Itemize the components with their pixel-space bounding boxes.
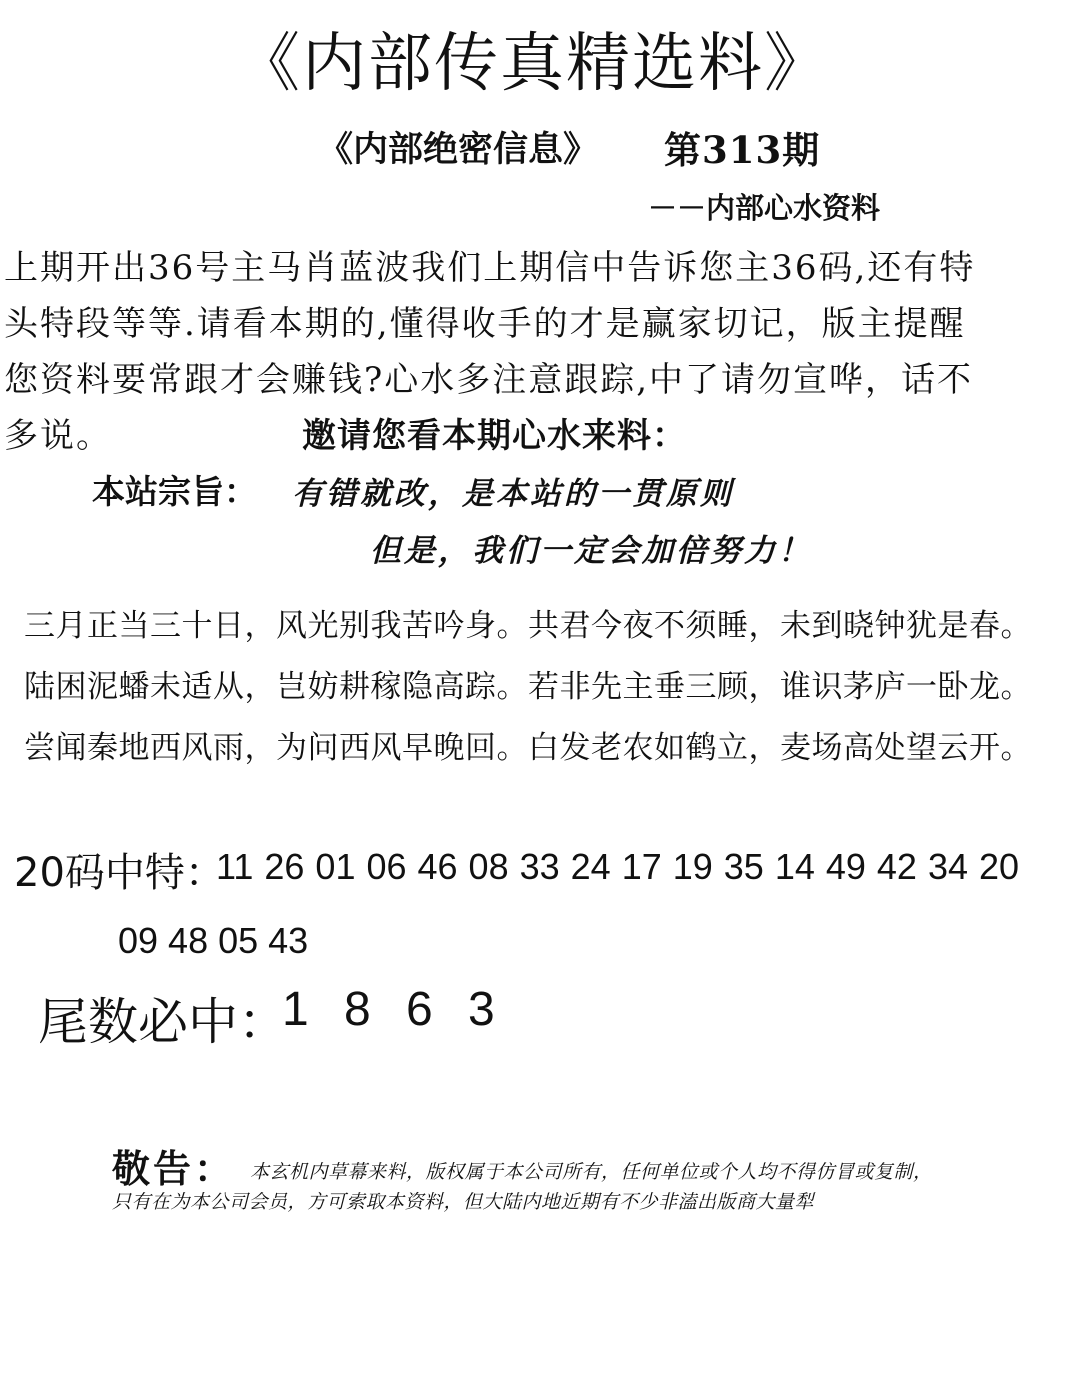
warning-label: 敬告：: [112, 1146, 236, 1191]
tail-digit: 1: [282, 983, 309, 1036]
source-label: －－内部心水资料: [648, 191, 881, 225]
poem-line-1: 三月正当三十日，风光别我苦吟身。共君今夜不须睡，未到晓钟犹是春。: [24, 608, 1032, 644]
tail-digits: [282, 982, 530, 1037]
poem-line-2: 陆困泥蟠未适从，岂妨耕稼隐高踪。若非先主垂三顾，谁识茅庐一卧龙。: [24, 669, 1032, 705]
issue-number: 第313期: [664, 128, 821, 172]
notice-line: 上期开出36号主马肖蓝波我们上期信中告诉您主36码,还有特: [4, 248, 976, 288]
notice-end-text: 多说。: [4, 416, 112, 456]
warning-line-2: 只有在为本公司会员，方可索取本资料，但大陆内地近期有不少非溘出版商大量犁: [112, 1191, 815, 1213]
codes-label: [14, 841, 225, 898]
codes-label-number: 20: [14, 850, 65, 896]
warning-line-1: 本玄机内草幕来料，版权属于本公司所有，任何单位或个人均不得仿冒或复制，: [250, 1161, 933, 1183]
notice-paragraph: [4, 240, 1064, 464]
tail-digit: 8: [344, 983, 371, 1036]
tail-label: 尾数必中：: [38, 993, 288, 1051]
motto-label: 本站宗旨：: [92, 472, 257, 511]
tail-digit: 6: [406, 983, 433, 1036]
notice-last-line: [4, 408, 1064, 464]
poem-line-3: 尝闻秦地西风雨，为问西风早晚回。白发老农如鹤立，麦场高处望云开。: [24, 730, 1032, 766]
motto-line-2: 但是，我们一定会加倍努力！: [370, 533, 812, 569]
subtitle: 《内部绝密信息》: [318, 129, 599, 170]
codes-line-2: 09 48 05 43: [118, 920, 309, 961]
tail-digit: 3: [468, 983, 495, 1036]
codes-line-1: 11 26 01 06 46 08 33 24 17 19 35 14 49 42 34 20: [216, 846, 1020, 887]
invite-text: 邀请您看本期心水来料：: [302, 416, 687, 456]
codes-label-text: 码中特：: [64, 850, 225, 896]
main-title: 《内部传真精选料》: [236, 27, 830, 101]
motto-line-1: 有错就改，是本站的一贯原则: [292, 476, 734, 512]
notice-line: 您资料要常跟才会赚钱?心水多注意跟踪,中了请勿宣哗，话不: [4, 360, 974, 400]
notice-line: 头特段等等.请看本期的,懂得收手的才是赢家切记，版主提醒: [4, 304, 966, 344]
